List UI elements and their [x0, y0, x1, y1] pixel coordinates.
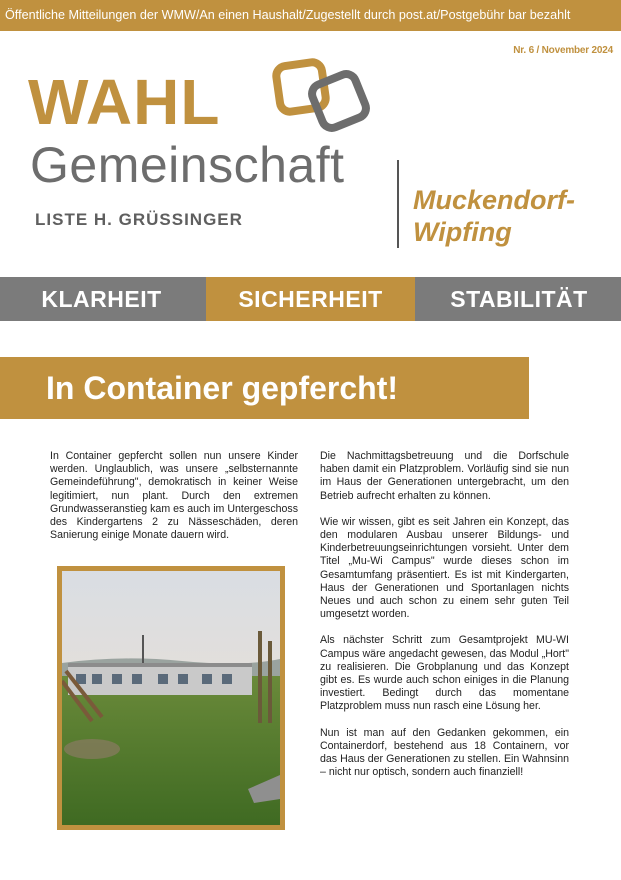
distribution-notice: Öffentliche Mitteilungen der WMW/An einen Haushalt/Zugestellt durch post.at/Postgebühr bar bezahlt	[0, 0, 621, 31]
container-photo	[57, 566, 285, 830]
slogan-sicherheit: SICHERHEIT	[206, 277, 415, 321]
article-headline: In Container gepfercht!	[0, 357, 529, 419]
place-line-1: Muckendorf-	[413, 185, 575, 215]
article-paragraph: Nun ist man auf den Gedanken gekommen, ein Containerdorf, bestehend aus 18 Containern, vor das Haus der Generationen zu stellen. Ein Wahnsinn – nicht nur optisch, sondern auch finanziell!	[320, 726, 569, 779]
article-paragraph: In Container gepfercht sollen nun unsere Kinder werden. Unglaublich, was unsere „selbsternannte Gemeindeführung", demokratisch in keiner Weise legitimiert, nun plant. Durch den extremen Grundwasseranstieg kam es auch im Untergeschoss des Kindergartens 2 zu Nässeschäden, deren Sanierung einige Monate dauern wird.	[50, 450, 298, 542]
masthead-subtitle: LISTE H. GRÜSSINGER	[35, 210, 243, 229]
logo-squares-icon	[270, 58, 390, 138]
masthead-title-wahl: WAHL	[28, 66, 221, 138]
slogan-stabilitaet: STABILITÄT	[450, 286, 588, 312]
masthead-title-gemeinschaft: Gemeinschaft	[30, 137, 345, 193]
place-name	[413, 184, 575, 249]
slogan-bar	[0, 277, 621, 321]
issue-number: Nr. 6 / November 2024	[513, 45, 613, 56]
masthead-divider	[397, 160, 399, 248]
container-photo-image	[62, 571, 280, 825]
article-paragraph: Die Nachmittagsbetreuung und die Dorfschule haben damit ein Platzproblem. Vorläufig sind sie nun im Haus der Generationen untergebracht, um den Betrieb aufrecht erhalten zu können.	[320, 450, 569, 502]
article-paragraph: Als nächster Schritt zum Gesamtprojekt MU-WI Campus wäre angedacht gewesen, das Modul „Hort" zu realisieren. Die Grobplanung und das Konzept gibt es. Es wurde auch schon einiges in die Planung investiert. Bedingt durch das momentane Platzproblem muss nun rasch eine Lösung her.	[320, 634, 569, 713]
article-column-right	[320, 450, 569, 792]
article-paragraph: Wie wir wissen, gibt es seit Jahren ein Konzept, das den modularen Ausbau unserer Bildungs- und Kinderbetreuungseinrichtungen vorsieht. Unter dem Titel „Mu-Wi Campus" wurde dieses schon im Gesamtumfang präsentiert. Es ist mit Kindergarten, Haus der Generationen und Sportanlagen nichts Neues und auch schon zu einem sehr guten Teil umgesetzt worden.	[320, 515, 569, 621]
slogan-klarheit: KLARHEIT	[41, 286, 162, 312]
place-line-2: Wipfing	[413, 217, 512, 248]
article-column-left	[50, 450, 298, 555]
